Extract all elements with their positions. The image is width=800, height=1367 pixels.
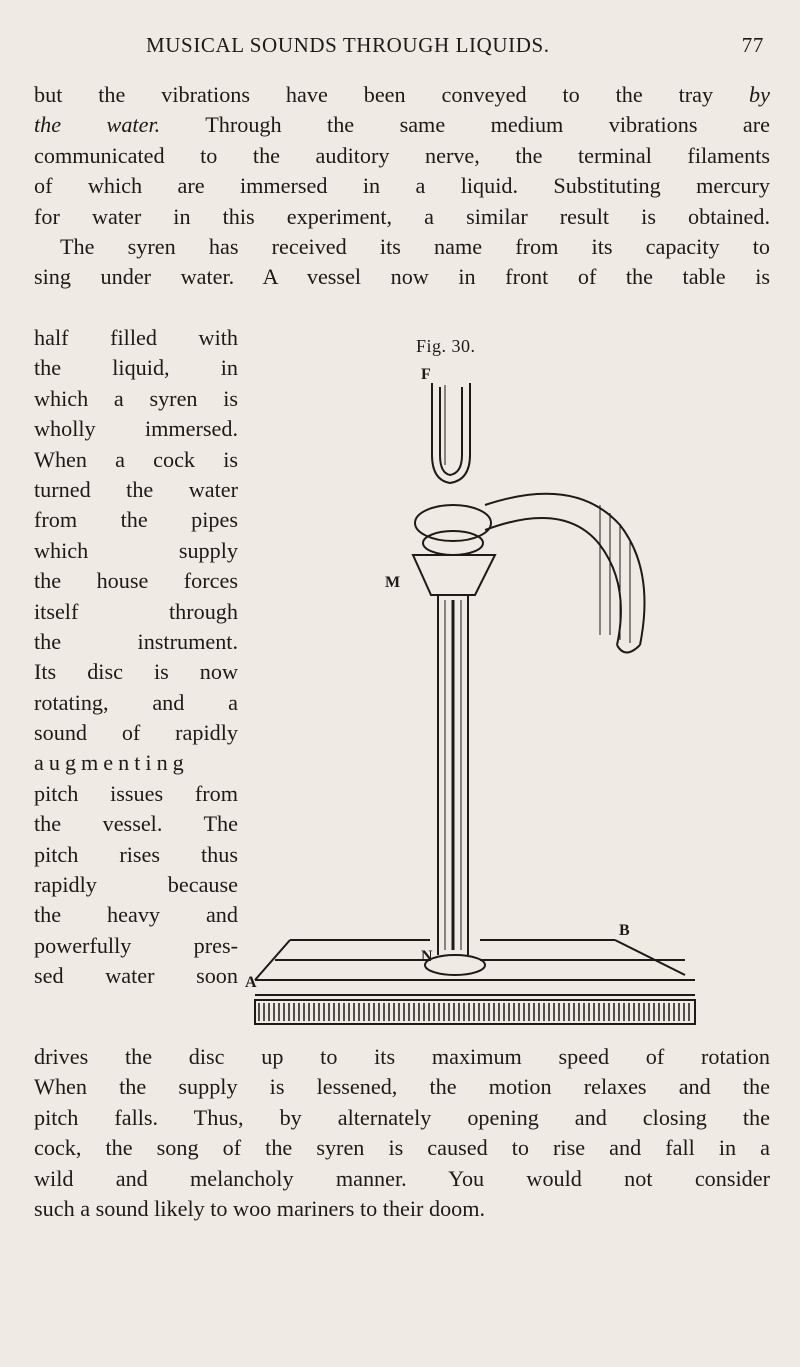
text-line: rotating, and a (34, 689, 238, 715)
paragraph-narrow (34, 323, 238, 992)
text-line: for water in this experiment, a similar result is obtained. (34, 203, 770, 229)
text-line: the liquid, in (34, 355, 238, 381)
text-line: pitch rises thus (34, 841, 238, 867)
text-line: sing under water. A vessel now in front of the table is (34, 264, 770, 290)
text-line: such a sound likely to woo mariners to their doom. (34, 1195, 486, 1221)
text-line: rapidly because (34, 872, 238, 898)
label-f: F (421, 366, 431, 383)
text-line: When a cock is (34, 446, 238, 472)
text-line: sound of rapidly (34, 720, 238, 746)
text-line: pitch issues from (34, 780, 238, 806)
hose (485, 494, 645, 653)
text-line-italic: by (749, 82, 770, 107)
text-line: the vessel. The (34, 811, 238, 837)
syren-head (413, 505, 495, 595)
text-line: of which are immersed in a liquid. Substituting mercury (34, 173, 770, 199)
text-line: The syren has received its name from its capacity to (60, 233, 770, 259)
text-line: from the pipes (34, 507, 238, 533)
text-line: augmenting (34, 750, 189, 776)
text-line: cock, the song of the syren is caused to rise and fall in a (34, 1135, 770, 1161)
vessel (438, 595, 468, 955)
text-line: wild and melancholy manner. You would not consider (34, 1165, 770, 1191)
label-m: M (385, 574, 401, 591)
running-title: MUSICAL SOUNDS THROUGH LIQUIDS. (146, 33, 550, 57)
text-line: drives the disc up to its maximum speed of rotation (34, 1044, 770, 1069)
text-line: wholly immersed. (34, 416, 238, 442)
text-line: which a syren is (34, 385, 238, 411)
text-line: pitch falls. Thus, by alternately opening and closing the (34, 1104, 770, 1130)
figure-caption: Fig. 30. (416, 336, 476, 356)
text-line-roman: but the vibrations have been conveyed to the tray (34, 82, 750, 107)
paragraph-bottom (34, 1042, 770, 1224)
tray-base (255, 1000, 695, 1024)
text-line (34, 80, 770, 110)
text-line: turned the water (34, 476, 238, 502)
text-line: sed water soon (34, 963, 238, 989)
text-line: When the supply is lessened, the motion relaxes and the (34, 1074, 770, 1100)
label-b: B (619, 922, 630, 939)
page-number: 77 (741, 33, 764, 57)
paragraph-top (34, 80, 770, 293)
funnel-top (432, 383, 470, 483)
text-line: the house forces (34, 568, 238, 594)
text-line: half filled with (34, 325, 238, 350)
tray (255, 940, 695, 995)
label-a: A (245, 974, 257, 991)
text-line: itself through (34, 598, 238, 624)
text-line: powerfully pres- (34, 932, 238, 958)
text-line: the instrument. (34, 628, 238, 654)
running-head (34, 33, 764, 63)
text-line: communicated to the auditory nerve, the terminal filaments (34, 142, 770, 168)
label-n: N (421, 948, 433, 965)
text-line: the heavy and (34, 902, 238, 928)
text-line: which supply (34, 537, 238, 563)
text-line-italic: the water. (34, 112, 161, 138)
text-line (34, 110, 770, 140)
syren-figure (245, 355, 725, 1055)
text-line-roman: Through the same medium vibrations are (160, 112, 770, 138)
text-line: Its disc is now (34, 659, 238, 685)
